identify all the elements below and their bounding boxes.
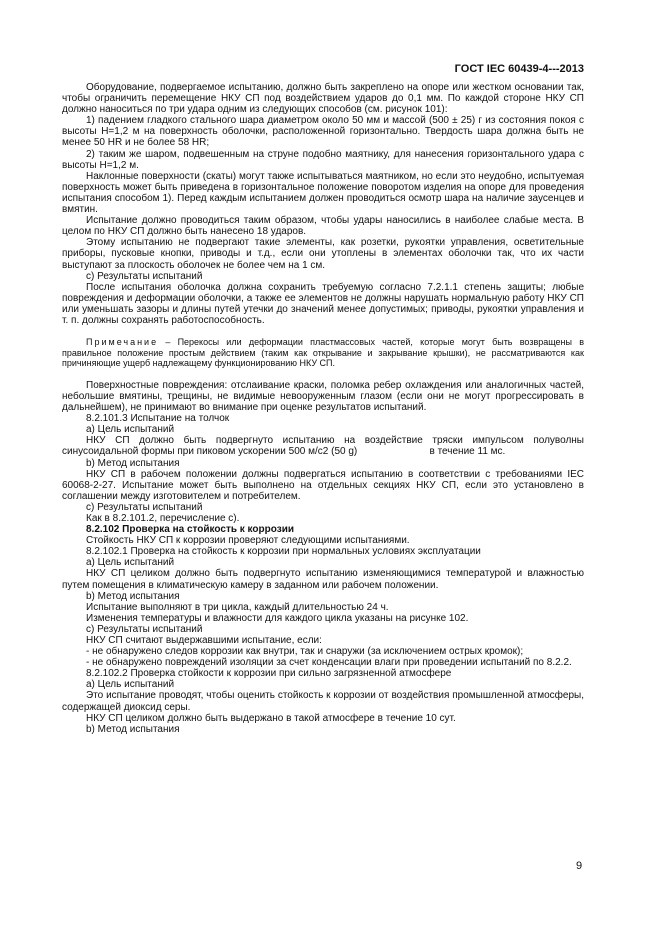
paragraph: После испытания оболочка должна сохранить требуемую согласно 7.2.1.1 степень защиты; любые повреждения и деформации оболочки, а также ее элементов не должны нарушать нормальную работу НКУ СП или уменьшать зазоры и длины путей утечки до значений менее допустимых; приводы, рукоятки управления и т. п. должны сохранять работоспособность. bbox=[62, 281, 584, 326]
section-heading-bold: 8.2.102 Проверка на стойкость к коррозии bbox=[86, 524, 294, 536]
paragraph: Как в 8.2.101.2, перечисление с). bbox=[86, 512, 240, 524]
paragraph: НКУ СП должно быть подвергнуто испытанию на воздействие тряски импульсом полуволны синусоидальной формы при пиковом ускорении 500 м/с2 (50 g) в течение 11 мс. bbox=[62, 435, 587, 458]
paragraph: Испытание выполняют в три цикла, каждый длительностью 24 ч. bbox=[86, 601, 389, 613]
page-number: 9 bbox=[576, 860, 583, 872]
subheading: с) Результаты испытаний bbox=[86, 623, 203, 635]
note-text: – Перекосы или деформации пластмассовых частей, которые могут быть возвращены в правильное положение простым действием (таким как открывание и закрывание крышки), не рассматриваются как причиняющие ущерб надлежащему функционированию НКУ СП. bbox=[62, 337, 584, 369]
paragraph: Изменения температуры и влажности для каждого цикла указаны на рисунке 102. bbox=[86, 612, 469, 624]
standard-header: ГОСТ IEC 60439-4---2013 bbox=[454, 63, 584, 75]
document-body bbox=[62, 82, 587, 735]
section-heading: 8.2.102.2 Проверка стойкости к коррозии при сильно загрязненной атмосфере bbox=[86, 668, 452, 680]
list-item: - не обнаружено повреждений изоляции за счет конденсации влаги при проведении испытаний по 8.2.2. bbox=[86, 657, 572, 669]
paragraph: НКУ СП считают выдержавшими испытание, если: bbox=[86, 635, 322, 646]
paragraph: 1) падением гладкого стального шара диаметром около 50 мм и массой (500 ± 25) г из состояния покоя с высоты H=1,2 м на поверхность оболочки, расположенной горизонтально. Твердость шара должна быть не менее 50 HR и не более 58 HR; bbox=[62, 115, 584, 149]
paragraph: Оборудование, подвергаемое испытанию, должно быть закреплено на опоре или жестком основании так, чтобы ограничить перемещение НКУ СП под воздействием ударов до 0,1 мм. По каждой стороне НКУ СП должно наноситься по три удара одним из следующих способов (см. рисунок 101): bbox=[62, 82, 584, 116]
subheading: с) Результаты испытаний bbox=[86, 270, 203, 282]
paragraph: 2) таким же шаром, подвешенным на струне подобно маятнику, для нанесения горизонтального удара с высоты H=1,2 м. bbox=[62, 148, 584, 171]
section-heading: 8.2.101.3 Испытание на толчок bbox=[86, 413, 230, 425]
list-item: - не обнаружено следов коррозии как внутри, так и снаружи (за исключением острых кромок); bbox=[86, 646, 524, 658]
subheading: b) Метод испытания bbox=[86, 590, 180, 602]
paragraph: Стойкость НКУ СП к коррозии проверяют следующими испытаниями. bbox=[86, 535, 410, 547]
subheading: b) Метод испытания bbox=[86, 457, 180, 469]
paragraph: Поверхностные повреждения: отслаивание краски, поломка ребер охлаждения или аналогичных частей, небольшие вмятины, трещины, не видимые невооруженным глазом (если они не могут прогрессировать в дальнейшем), не принимают во внимание при оценке результатов испытаний. bbox=[62, 379, 584, 414]
paragraph: Этому испытанию не подвергают такие элементы, как розетки, рукоятки управления, осветительные приборы, пусковые кнопки, приводы и т.д., если они утоплены в элементах оболочки так, что их части выступают за плоскость оболочек не более чем на 1 см. bbox=[62, 237, 584, 271]
paragraph: НКУ СП целиком должно быть выдержано в такой атмосфере в течение 10 сут. bbox=[86, 712, 456, 724]
subheading: а) Цель испытаний bbox=[86, 679, 175, 691]
section-heading: 8.2.102.1 Проверка на стойкость к коррозии при нормальных условиях эксплуатации bbox=[86, 546, 481, 558]
paragraph: Это испытание проводят, чтобы оценить стойкость к коррозии от воздействия промышленной атмосферы, содержащей диоксид серы. bbox=[62, 690, 584, 713]
subheading: а) Цель испытаний bbox=[86, 557, 175, 569]
paragraph: НКУ СП в рабочем положении должны подвергаться испытанию в соответствии с требованиями IEC 60068-2-27. Испытание может быть выполнено на отдельных секциях НКУ СП, если это установлено в соглашении между изготовителем и потребителем. bbox=[62, 468, 584, 502]
note bbox=[62, 337, 584, 369]
paragraph: Испытание должно проводиться таким образом, чтобы удары наносились в наиболее слабые места. В целом по НКУ СП должно быть нанесено 18 ударов. bbox=[62, 215, 584, 238]
subheading: b) Метод испытания bbox=[86, 723, 180, 735]
note-label: Примечание bbox=[86, 337, 159, 348]
subheading: а) Цель испытаний bbox=[86, 424, 175, 436]
paragraph: Наклонные поверхности (скаты) могут также испытываться маятником, но если это неудобно, испытуемая поверхность может быть приведена в горизонтальное положение поворотом изделия на опоре для проведения испытания способом 1). Перед каждым испытанием должен проводиться осмотр шара на наличие заусенцев и вмятин. bbox=[62, 170, 584, 216]
subheading: с) Результаты испытаний bbox=[86, 501, 203, 513]
paragraph: НКУ СП целиком должно быть подвергнуто испытанию изменяющимися температурой и влажностью путем помещения в климатическую камеру в заданном или рабочем положении. bbox=[62, 568, 584, 591]
